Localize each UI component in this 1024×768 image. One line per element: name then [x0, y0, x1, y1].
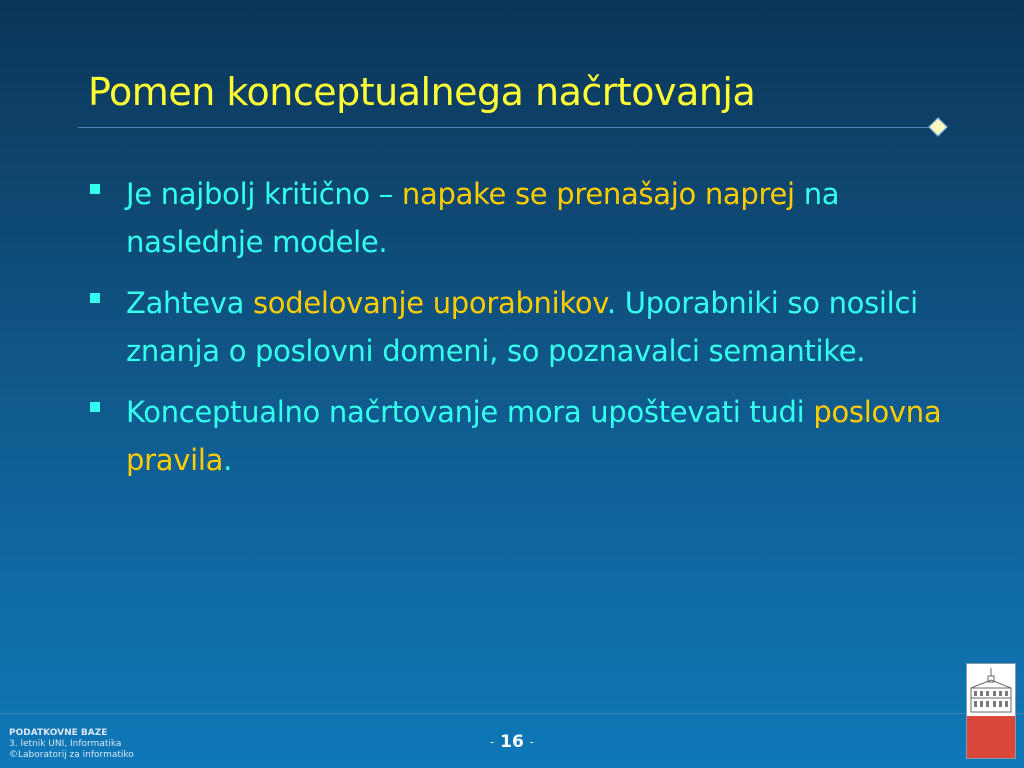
building-icon: [967, 664, 1015, 716]
page-number-value: 16: [500, 732, 524, 752]
bullet-text: .: [223, 443, 232, 477]
bullet-text: Je najbolj kritično –: [126, 177, 402, 211]
square-bullet-icon: [90, 402, 100, 412]
bullet-highlight: napake se prenašajo naprej: [401, 177, 795, 211]
footer-divider: [0, 713, 1024, 714]
bullet-list: [88, 170, 968, 497]
university-building-logo: [966, 663, 1016, 759]
bullet-item: [88, 170, 968, 266]
bullet-text: na naslednje modele.: [126, 177, 840, 259]
logo-red-band: [967, 716, 1015, 758]
square-bullet-icon: [90, 184, 100, 194]
footer-copyright: ©Laboratorij za informatiko: [9, 750, 134, 760]
bullet-highlight: sodelovanje uporabnikov: [252, 286, 607, 320]
bullet-item: [88, 279, 968, 375]
bullet-text: Konceptualno načrtovanje mora upoštevati tudi: [126, 395, 814, 429]
page-number-suffix: -: [529, 735, 534, 749]
square-bullet-icon: [90, 293, 100, 303]
bullet-item: [88, 388, 968, 484]
footer-course: PODATKOVNE BAZE: [9, 728, 108, 738]
bullet-text: . Uporabniki so nosilci znanja o poslovni domeni, so poznavalci semantike.: [126, 286, 918, 368]
title-divider: [78, 127, 938, 128]
page-number: [0, 732, 1024, 752]
footer-program: 3. letnik UNI, Informatika: [9, 739, 122, 749]
bullet-highlight: poslovna pravila: [126, 395, 942, 477]
page-number-prefix: -: [490, 735, 495, 749]
bullet-text: Zahteva: [126, 286, 253, 320]
diamond-icon: [928, 117, 948, 137]
slide-title: Pomen konceptualnega načrtovanja: [88, 70, 756, 114]
